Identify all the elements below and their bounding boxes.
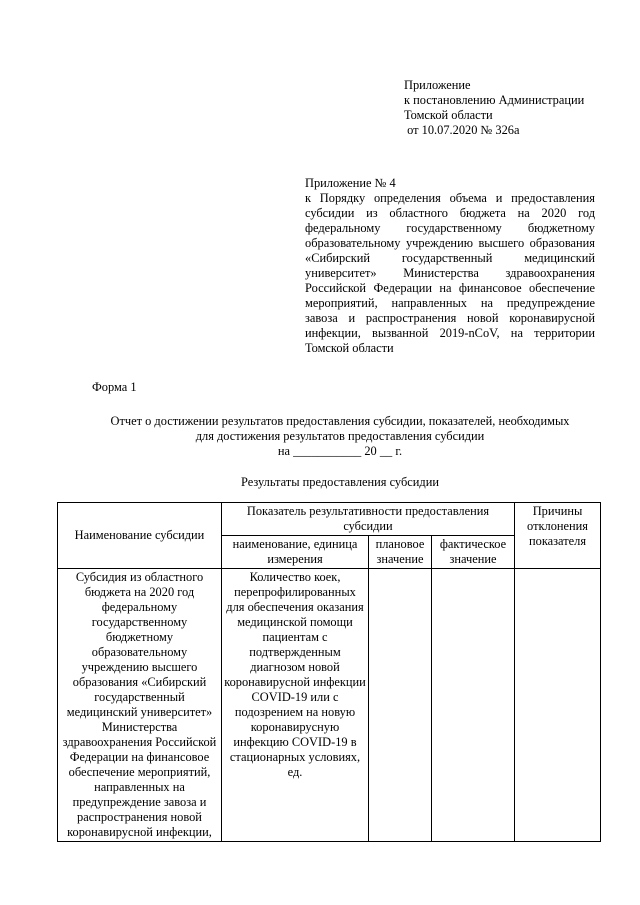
header-line-1: Приложение <box>404 78 471 92</box>
appendix-text: к Порядку определения объема и предоставления субсидии из областного бюджета на 2020 год федеральному государственному бюджетному образовательному учреждению высшего образования «Сибирский государственный медицинский университет» Министерства здравоохранения Российской Федерации на финансовое обеспечение мероприятий, направленных на предупреждение завоза и распространения новой коронавирусной инфекции, вызванной 2019-nCoV, на территории Томской области <box>305 191 595 355</box>
table-row <box>58 569 601 842</box>
appendix-title: Приложение № 4 <box>305 176 396 190</box>
header-deviation-reason: Причины отклонения показателя <box>515 503 601 569</box>
header-actual-value: фактическое значение <box>432 536 515 569</box>
approval-header <box>404 78 604 138</box>
report-line-1: Отчет о достижении результатов предоставления субсидии, показателей, необходимых <box>110 414 570 428</box>
cell-reason <box>515 569 601 842</box>
report-line-3: на ___________ 20 __ г. <box>277 444 403 458</box>
report-line-2: для достижения результатов предоставления субсидии <box>195 429 485 443</box>
report-title <box>60 414 620 459</box>
header-indicator-group: Показатель результативности предоставления субсидии <box>222 503 515 536</box>
header-subsidy-name: Наименование субсидии <box>58 503 222 569</box>
cell-indicator: Количество коек, перепрофилированных для обеспечения оказания медицинской помощи пациентам с подтвержденным диагнозом новой коронавирусной инфекции COVID-19 или с подозрением на новую коронавирусную инфекцию COVID-19 в стационарных условиях, ед. <box>222 569 369 842</box>
header-line-2: к постановлению Администрации <box>404 93 585 107</box>
appendix-block <box>305 176 595 356</box>
results-title: Результаты предоставления субсидии <box>241 475 439 489</box>
cell-actual <box>432 569 515 842</box>
header-line-3: Томской области <box>404 108 493 122</box>
header-line-4: от 10.07.2020 № 326а <box>404 123 520 137</box>
header-indicator-name-unit: наименование, единица измерения <box>222 536 369 569</box>
header-planned-value: плановое значение <box>369 536 432 569</box>
results-table <box>57 502 601 842</box>
cell-planned <box>369 569 432 842</box>
cell-subsidy: Субсидия из областного бюджета на 2020 год федеральному государственному бюджетному образовательному учреждению высшего образования «Сибирский государственный медицинский университет» Министерства здравоохранения Российской Федерации на финансовое обеспечение мероприятий, направленных на предупреждение завоза и распространения новой коронавирусной инфекции, <box>58 569 222 842</box>
form-label: Форма 1 <box>92 380 137 394</box>
